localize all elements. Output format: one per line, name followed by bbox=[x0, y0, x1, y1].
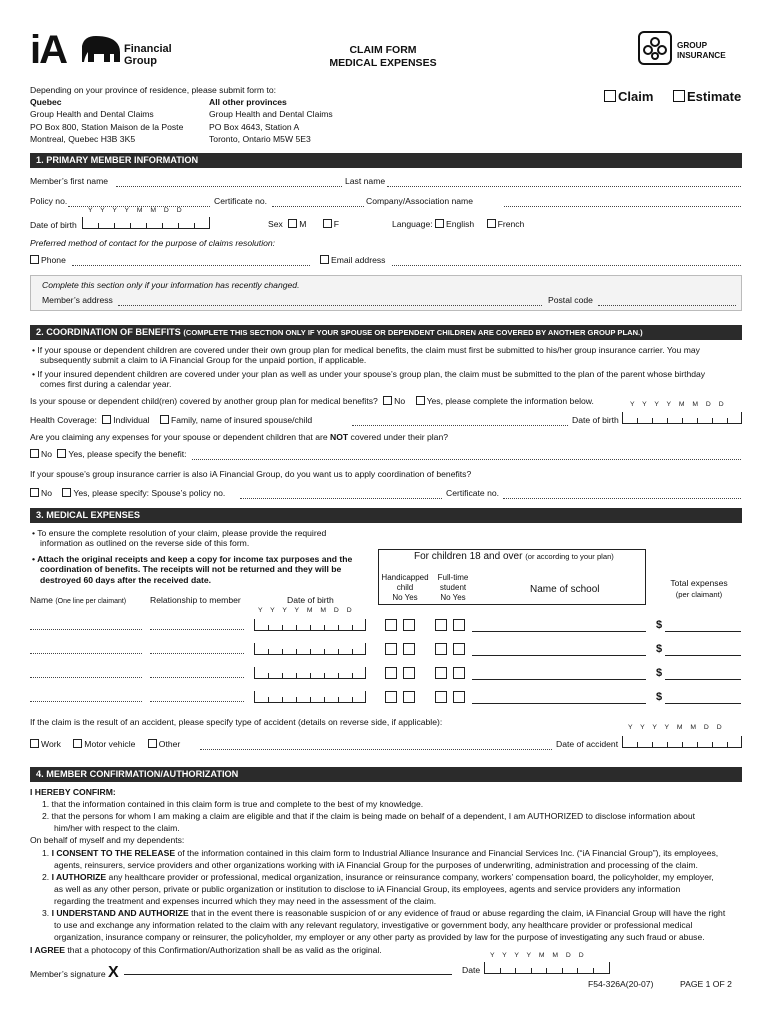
medical-bullet-2: • Attach the original receipts and keep a copy for income tax purposes and the coordination of benefits. The receipts will not be returned and they will be destroyed 60 days after the received date. bbox=[32, 554, 353, 585]
claimant-dob-input[interactable] bbox=[254, 691, 366, 703]
cob-question-1: Is your spouse or dependent child(ren) covered by another group plan for medical benefits? No Yes, please complete the information below. bbox=[30, 396, 594, 406]
address-change-note: Complete this section only if your information has recently changed. bbox=[42, 280, 300, 290]
quebec-address: Quebec Group Health and Dental Claims PO Box 800, Station Maison de la Poste Montreal, Quebec H3B 3K5 bbox=[30, 97, 184, 145]
member-address-label: Member’s address bbox=[42, 295, 113, 305]
postal-code-input[interactable] bbox=[598, 305, 736, 306]
first-name-input[interactable] bbox=[116, 186, 342, 187]
claimant-dob-input[interactable] bbox=[254, 667, 366, 679]
handicapped-no-checkbox[interactable] bbox=[385, 619, 397, 631]
spouse-dob-ymd-label: Y Y Y Y M M D D bbox=[630, 401, 724, 408]
last-name-input[interactable] bbox=[387, 186, 741, 187]
handicapped-yes-checkbox[interactable] bbox=[403, 691, 415, 703]
first-name-label: Member’s first name bbox=[30, 176, 109, 186]
accident-options: Work Motor vehicle Other bbox=[30, 739, 180, 749]
english-checkbox[interactable] bbox=[435, 219, 444, 228]
dollar-sign: $ bbox=[656, 667, 663, 679]
individual-checkbox[interactable] bbox=[102, 415, 111, 424]
form-code: F54-326A(20-07) bbox=[588, 979, 654, 989]
q2-options: No Yes, please specify the benefit: bbox=[30, 449, 187, 459]
company-input[interactable] bbox=[504, 206, 741, 207]
total-expense-input[interactable] bbox=[665, 679, 741, 680]
school-input[interactable] bbox=[472, 703, 646, 704]
confirm-1: 1. that the information contained in this claim form is true and complete to the best of my knowledge. bbox=[42, 799, 424, 809]
claim-checkbox[interactable]: Claim bbox=[604, 89, 653, 104]
accident-question: If the claim is the result of an accident, please specify type of accident (details on reverse side, if applicable): bbox=[30, 717, 443, 727]
q1-yes-checkbox[interactable] bbox=[416, 396, 425, 405]
group-insurance-label: GROUP INSURANCE bbox=[677, 41, 726, 60]
school-header: Name of school bbox=[530, 584, 600, 595]
dob-ymd-label: Y Y Y Y M M D D bbox=[88, 207, 182, 214]
page-number: PAGE 1 OF 2 bbox=[680, 979, 732, 989]
sex-field: Sex M F bbox=[268, 219, 340, 229]
postal-code-label: Postal code bbox=[548, 295, 593, 305]
auth-2c: regarding the treatment and expenses incurred which they may need in the assessment of the claim. bbox=[54, 896, 437, 906]
claimant-name-input[interactable] bbox=[30, 629, 142, 630]
auth-1b: agents, reinsurers, service providers and other organizations working with iA Financial Group for the purposes of underwriting, administration and processing of the claim. bbox=[54, 860, 698, 870]
fulltime-yes-checkbox[interactable] bbox=[453, 667, 465, 679]
certificate-label: Certificate no. bbox=[214, 196, 268, 206]
confirm-2: 2. that the persons for whom I am making a claim are eligible and that if the claim is being made on behalf of a dependent, I am AUTHORIZED to disclose information about bbox=[42, 811, 695, 821]
fulltime-no-checkbox[interactable] bbox=[435, 643, 447, 655]
section-4-header: 4. MEMBER CONFIRMATION/AUTHORIZATION bbox=[30, 767, 742, 782]
signature-date-label: Date bbox=[462, 965, 481, 975]
spouse-dob-input[interactable] bbox=[622, 412, 742, 424]
motor-vehicle-checkbox[interactable] bbox=[73, 739, 82, 748]
behalf-label: On behalf of myself and my dependents: bbox=[30, 835, 185, 845]
company-label: Company/Association name bbox=[366, 196, 473, 206]
q3-no-checkbox[interactable] bbox=[30, 488, 39, 497]
handicapped-yes-checkbox[interactable] bbox=[403, 619, 415, 631]
preferred-contact-label: Preferred method of contact for the purpose of claims resolution: bbox=[30, 238, 276, 248]
total-expense-input[interactable] bbox=[665, 655, 741, 656]
sex-m-checkbox[interactable] bbox=[288, 219, 297, 228]
spouse-certificate-input[interactable] bbox=[503, 498, 741, 499]
phone-input[interactable] bbox=[72, 265, 310, 266]
fulltime-no-checkbox[interactable] bbox=[435, 619, 447, 631]
ia-logo: iA bbox=[30, 28, 66, 72]
fulltime-no-checkbox[interactable] bbox=[435, 667, 447, 679]
spouse-dob-label: Date of birth bbox=[572, 415, 619, 425]
section-1-header: 1. PRIMARY MEMBER INFORMATION bbox=[30, 153, 742, 168]
handicapped-no-checkbox[interactable] bbox=[385, 667, 397, 679]
family-checkbox[interactable] bbox=[160, 415, 169, 424]
fulltime-header: Full-time student No Yes bbox=[437, 573, 469, 602]
health-coverage-field: Health Coverage: Individual Family, name of insured spouse/child bbox=[30, 415, 313, 425]
claimant-relationship-input[interactable] bbox=[150, 653, 244, 654]
group-insurance-icon bbox=[638, 31, 672, 65]
children-title: For children 18 and over (or according to your plan) bbox=[414, 551, 614, 562]
address-intro: Depending on your province of residence, please submit form to: bbox=[30, 85, 277, 95]
sex-f-checkbox[interactable] bbox=[323, 219, 332, 228]
section-2-header: 2. COORDINATION OF BENEFITS (COMPLETE THIS SECTION ONLY IF YOUR SPOUSE OR DEPENDENT CHILDREN ARE COVERED BY ANOTHER GROUP PLAN.) bbox=[30, 325, 742, 340]
fulltime-yes-checkbox[interactable] bbox=[453, 643, 465, 655]
accident-date-label: Date of accident bbox=[556, 739, 619, 749]
other-accident-input[interactable] bbox=[200, 749, 552, 750]
signature-date-input[interactable] bbox=[484, 962, 610, 974]
handicapped-yes-checkbox[interactable] bbox=[403, 643, 415, 655]
dob-label: Date of birth bbox=[30, 220, 77, 230]
other-accident-checkbox[interactable] bbox=[148, 739, 157, 748]
claimant-dob-ymd: Y Y Y Y M M D D bbox=[258, 607, 352, 614]
benefit-input[interactable] bbox=[192, 459, 741, 460]
q1-no-checkbox[interactable] bbox=[383, 396, 392, 405]
total-expense-input[interactable] bbox=[665, 703, 741, 704]
logo-text: Financial Group bbox=[124, 43, 172, 67]
q2-yes-checkbox[interactable] bbox=[57, 449, 66, 458]
dob-header: Date of birth bbox=[287, 595, 334, 605]
cob-question-2: Are you claiming any expenses for your spouse or dependent children that are NOT covered under their plan? bbox=[30, 432, 449, 442]
member-address-input[interactable] bbox=[118, 305, 542, 306]
school-input[interactable] bbox=[472, 679, 646, 680]
dollar-sign: $ bbox=[656, 643, 663, 655]
last-name-label: Last name bbox=[345, 176, 386, 186]
cob-question-3: If your spouse’s group insurance carrier is also iA Financial Group, do you want us to apply coordination of benefits? bbox=[30, 469, 472, 479]
total-expense-input[interactable] bbox=[665, 631, 741, 632]
form-title: CLAIM FORM MEDICAL EXPENSES bbox=[329, 44, 437, 69]
q2-no-checkbox[interactable] bbox=[30, 449, 39, 458]
insured-spouse-input[interactable] bbox=[352, 425, 568, 426]
signature-input[interactable] bbox=[124, 974, 452, 975]
handicapped-no-checkbox[interactable] bbox=[385, 691, 397, 703]
agree-line: I AGREE that a photocopy of this Confirmation/Authorization shall be as valid as the original. bbox=[30, 945, 382, 955]
email-input[interactable] bbox=[392, 265, 741, 266]
auth-2b: as well as any other person, private or public organization or institution to disclose to iA Financial Group, its employees, agents and service providers any information bbox=[54, 884, 681, 894]
auth-3c: organization, insurance company or reinsurer, the policyholder, my employer or any other party as provided by law for the purpose of investigating any such fraud or abuse. bbox=[54, 932, 705, 942]
school-input[interactable] bbox=[472, 655, 646, 656]
fulltime-no-checkbox[interactable] bbox=[435, 691, 447, 703]
language-field: Language: English French bbox=[392, 219, 525, 229]
confirm-2b: him/her with respect to the claim. bbox=[54, 823, 180, 833]
spouse-certificate-label: Certificate no. bbox=[446, 488, 500, 498]
school-input[interactable] bbox=[472, 631, 646, 632]
fulltime-yes-checkbox[interactable] bbox=[453, 691, 465, 703]
work-checkbox[interactable] bbox=[30, 739, 39, 748]
accident-date-input[interactable] bbox=[622, 736, 742, 748]
cob-bullet-1: • If your spouse or dependent children are covered under their own group plan for medical benefits, the claim must first be submitted to his/her group insurance carrier. You may subsequently submit a claim to iA Financial Group for the unpaid portion, if applicable. bbox=[32, 345, 700, 366]
auth-1: 1. I CONSENT TO THE RELEASE of the information contained in this claim form to Industrial Alliance Insurance and Financial Services Inc. (“iA Financial Group”), its employees, bbox=[42, 848, 719, 858]
claimant-relationship-input[interactable] bbox=[150, 701, 244, 702]
french-checkbox[interactable] bbox=[487, 219, 496, 228]
claimant-dob-input[interactable] bbox=[254, 643, 366, 655]
other-provinces-address: All other provinces Group Health and Dental Claims PO Box 4643, Station A Toronto, Ontario M5W 5E3 bbox=[209, 97, 333, 145]
claimant-name-input[interactable] bbox=[30, 677, 142, 678]
name-header: Name (One line per claimant) bbox=[30, 595, 127, 605]
q3-options: No Yes, please specify: Spouse’s policy no. bbox=[30, 488, 225, 498]
accident-ymd: Y Y Y Y M M D D bbox=[628, 724, 722, 731]
claimant-name-input[interactable] bbox=[30, 653, 142, 654]
policy-label: Policy no. bbox=[30, 196, 68, 206]
total-header: Total expenses (per claimant) bbox=[670, 578, 728, 599]
claimant-relationship-input[interactable] bbox=[150, 677, 244, 678]
estimate-checkbox[interactable]: Estimate bbox=[673, 89, 741, 104]
dollar-sign: $ bbox=[656, 619, 663, 631]
handicapped-header: Handicapped child No Yes bbox=[381, 573, 429, 602]
claimant-relationship-input[interactable] bbox=[150, 629, 244, 630]
elephant-logo-icon bbox=[80, 34, 122, 64]
cob-bullet-2: • If your insured dependent children are covered under your plan as well as under your spouse’s group plan, the claim must be submitted to the plan of the parent whose birthday comes first during a calendar year. bbox=[32, 369, 706, 390]
email-checkbox[interactable]: Email address bbox=[320, 255, 385, 265]
claimant-dob-input[interactable] bbox=[254, 619, 366, 631]
auth-3b: to use and exchange any information related to the claim with any relevant regulatory, investigative or government body, any healthcare provider or professional medical bbox=[54, 920, 693, 930]
handicapped-no-checkbox[interactable] bbox=[385, 643, 397, 655]
handicapped-yes-checkbox[interactable] bbox=[403, 667, 415, 679]
auth-3: 3. I UNDERSTAND AND AUTHORIZE that in the event there is reasonable suspicion of or any evidence of fraud or abuse regarding the claim, iA Financial Group will have the right bbox=[42, 908, 726, 918]
dollar-sign: $ bbox=[656, 691, 663, 703]
claimant-name-input[interactable] bbox=[30, 701, 142, 702]
spouse-policy-input[interactable] bbox=[240, 498, 442, 499]
dob-input[interactable] bbox=[82, 217, 210, 229]
fulltime-yes-checkbox[interactable] bbox=[453, 619, 465, 631]
medical-bullet-1: • To ensure the complete resolution of your claim, please provide the required information as outlined on the reverse side of this form. bbox=[32, 528, 327, 549]
certificate-input[interactable] bbox=[272, 206, 364, 207]
signature-date-ymd: Y Y Y Y M M D D bbox=[490, 952, 584, 959]
section-3-header: 3. MEDICAL EXPENSES bbox=[30, 508, 742, 523]
q3-yes-checkbox[interactable] bbox=[62, 488, 71, 497]
auth-2: 2. I AUTHORIZE any healthcare provider or professional, medical organization, insurance or reinsurance company, workers’ compensation board, the policyholder, my employer, bbox=[42, 872, 714, 882]
relationship-header: Relationship to member bbox=[150, 595, 241, 605]
signature-label: Member’s signature X bbox=[30, 964, 119, 981]
confirm-heading: I HEREBY CONFIRM: bbox=[30, 787, 116, 797]
phone-checkbox[interactable]: Phone bbox=[30, 255, 66, 265]
